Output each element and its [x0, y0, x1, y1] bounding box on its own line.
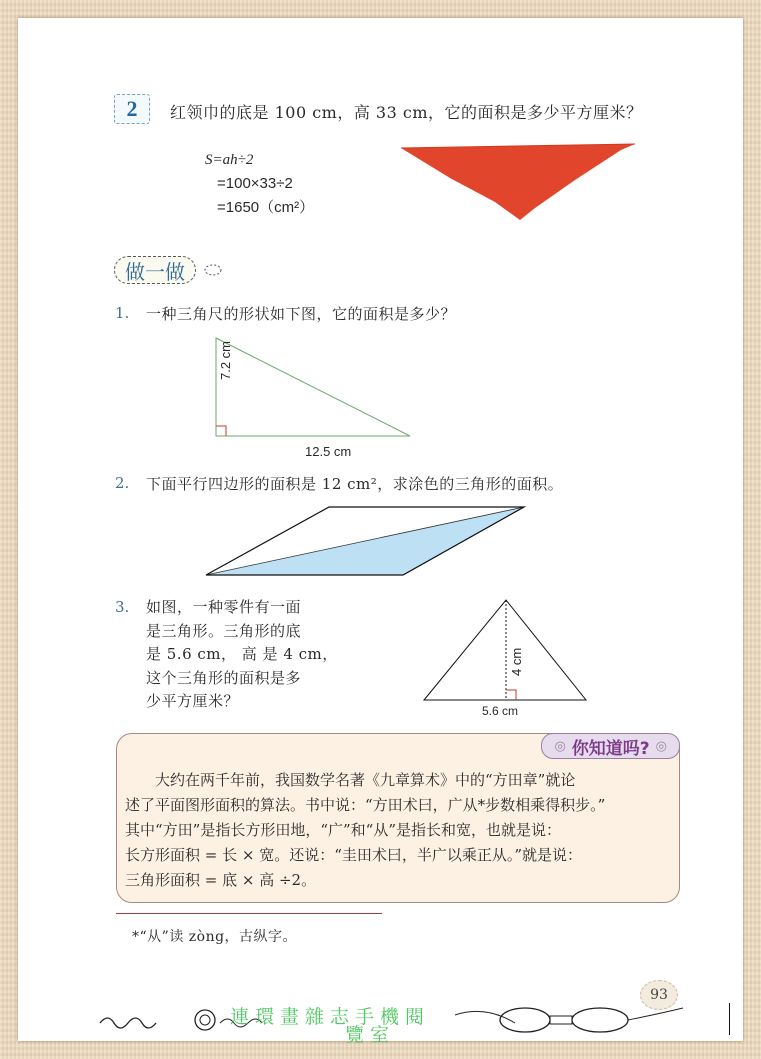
did-you-know-title-text: 你知道吗?	[571, 738, 650, 759]
did-you-know-body	[125, 768, 673, 893]
solution-line-2: =100×33÷2	[217, 175, 293, 192]
page-number: 93	[640, 980, 678, 1010]
parallelogram-figure	[200, 500, 530, 582]
item-3-height-label: 4 cm	[509, 647, 524, 676]
isosceles-triangle-figure	[420, 596, 590, 706]
body-line: 其中“方田”是指长方形田地，“广”和“从”是指长和宽，也就是说：	[125, 821, 562, 839]
did-you-know-box	[116, 733, 680, 903]
item-3-line: 这个三角形的面积是多	[146, 668, 302, 687]
margin-line	[729, 1003, 730, 1035]
item-3-text	[146, 596, 338, 714]
example-question: 红领巾的底是 100 cm，高 33 cm，它的面积是多少平方厘米？	[170, 103, 643, 122]
footnote: *“从”读 zòng，古纵字。	[132, 929, 298, 945]
body-line: 大约在两千年前，我国数学名著《九章算术》中的“方田章”就论	[125, 771, 576, 789]
did-you-know-title	[541, 733, 680, 759]
body-line: 三角形面积 = 底 × 高 ÷2。	[125, 871, 317, 889]
item-3-line: 少平方厘米？	[146, 692, 240, 710]
red-scarf-image	[395, 140, 640, 225]
watermark-line-1: 連環畫雜志手機閱	[230, 1006, 431, 1028]
item-3-line: 是 5.6 cm， 高 是 4 cm，	[146, 645, 338, 663]
body-line: 述了平面图形面积的算法。书中说：“方田术曰，广从*步数相乘得积步。”	[125, 796, 606, 814]
item-3-line: 如图，一种零件有一面	[146, 598, 302, 616]
right-triangle-figure	[210, 334, 420, 444]
item-3-line: 是三角形。三角形的底	[146, 621, 302, 640]
footnote-divider	[116, 913, 382, 914]
circle-bullet-icon: ◎	[554, 738, 566, 754]
item-1-text: 一种三角尺的形状如下图，它的面积是多少？	[146, 305, 457, 323]
item-1-height-label: 7.2 cm	[218, 340, 233, 380]
item-3-number: 3.	[115, 598, 130, 616]
bubble-tail-icon	[200, 262, 224, 278]
item-1-number: 1.	[115, 304, 130, 322]
circle-bullet-icon: ◎	[655, 738, 667, 754]
example-solution	[205, 148, 314, 220]
body-line: 长方形面积 = 长 × 宽。还说：“圭田术曰，半广以乘正从。”就是说：	[125, 846, 583, 864]
solution-line-1: S=ah÷2	[205, 152, 254, 168]
solution-line-3: =1650（cm²）	[217, 199, 315, 216]
item-1-base-label: 12.5 cm	[305, 444, 352, 459]
item-2-number: 2.	[115, 474, 130, 492]
example-number-badge: 2	[114, 94, 150, 124]
watermark-line-2: 覽室	[345, 1024, 396, 1046]
practice-label: 做一做	[114, 256, 196, 284]
item-3-base-label: 5.6 cm	[482, 704, 519, 718]
item-2-text: 下面平行四边形的面积是 12 cm²，求涂色的三角形的面积。	[146, 475, 564, 493]
